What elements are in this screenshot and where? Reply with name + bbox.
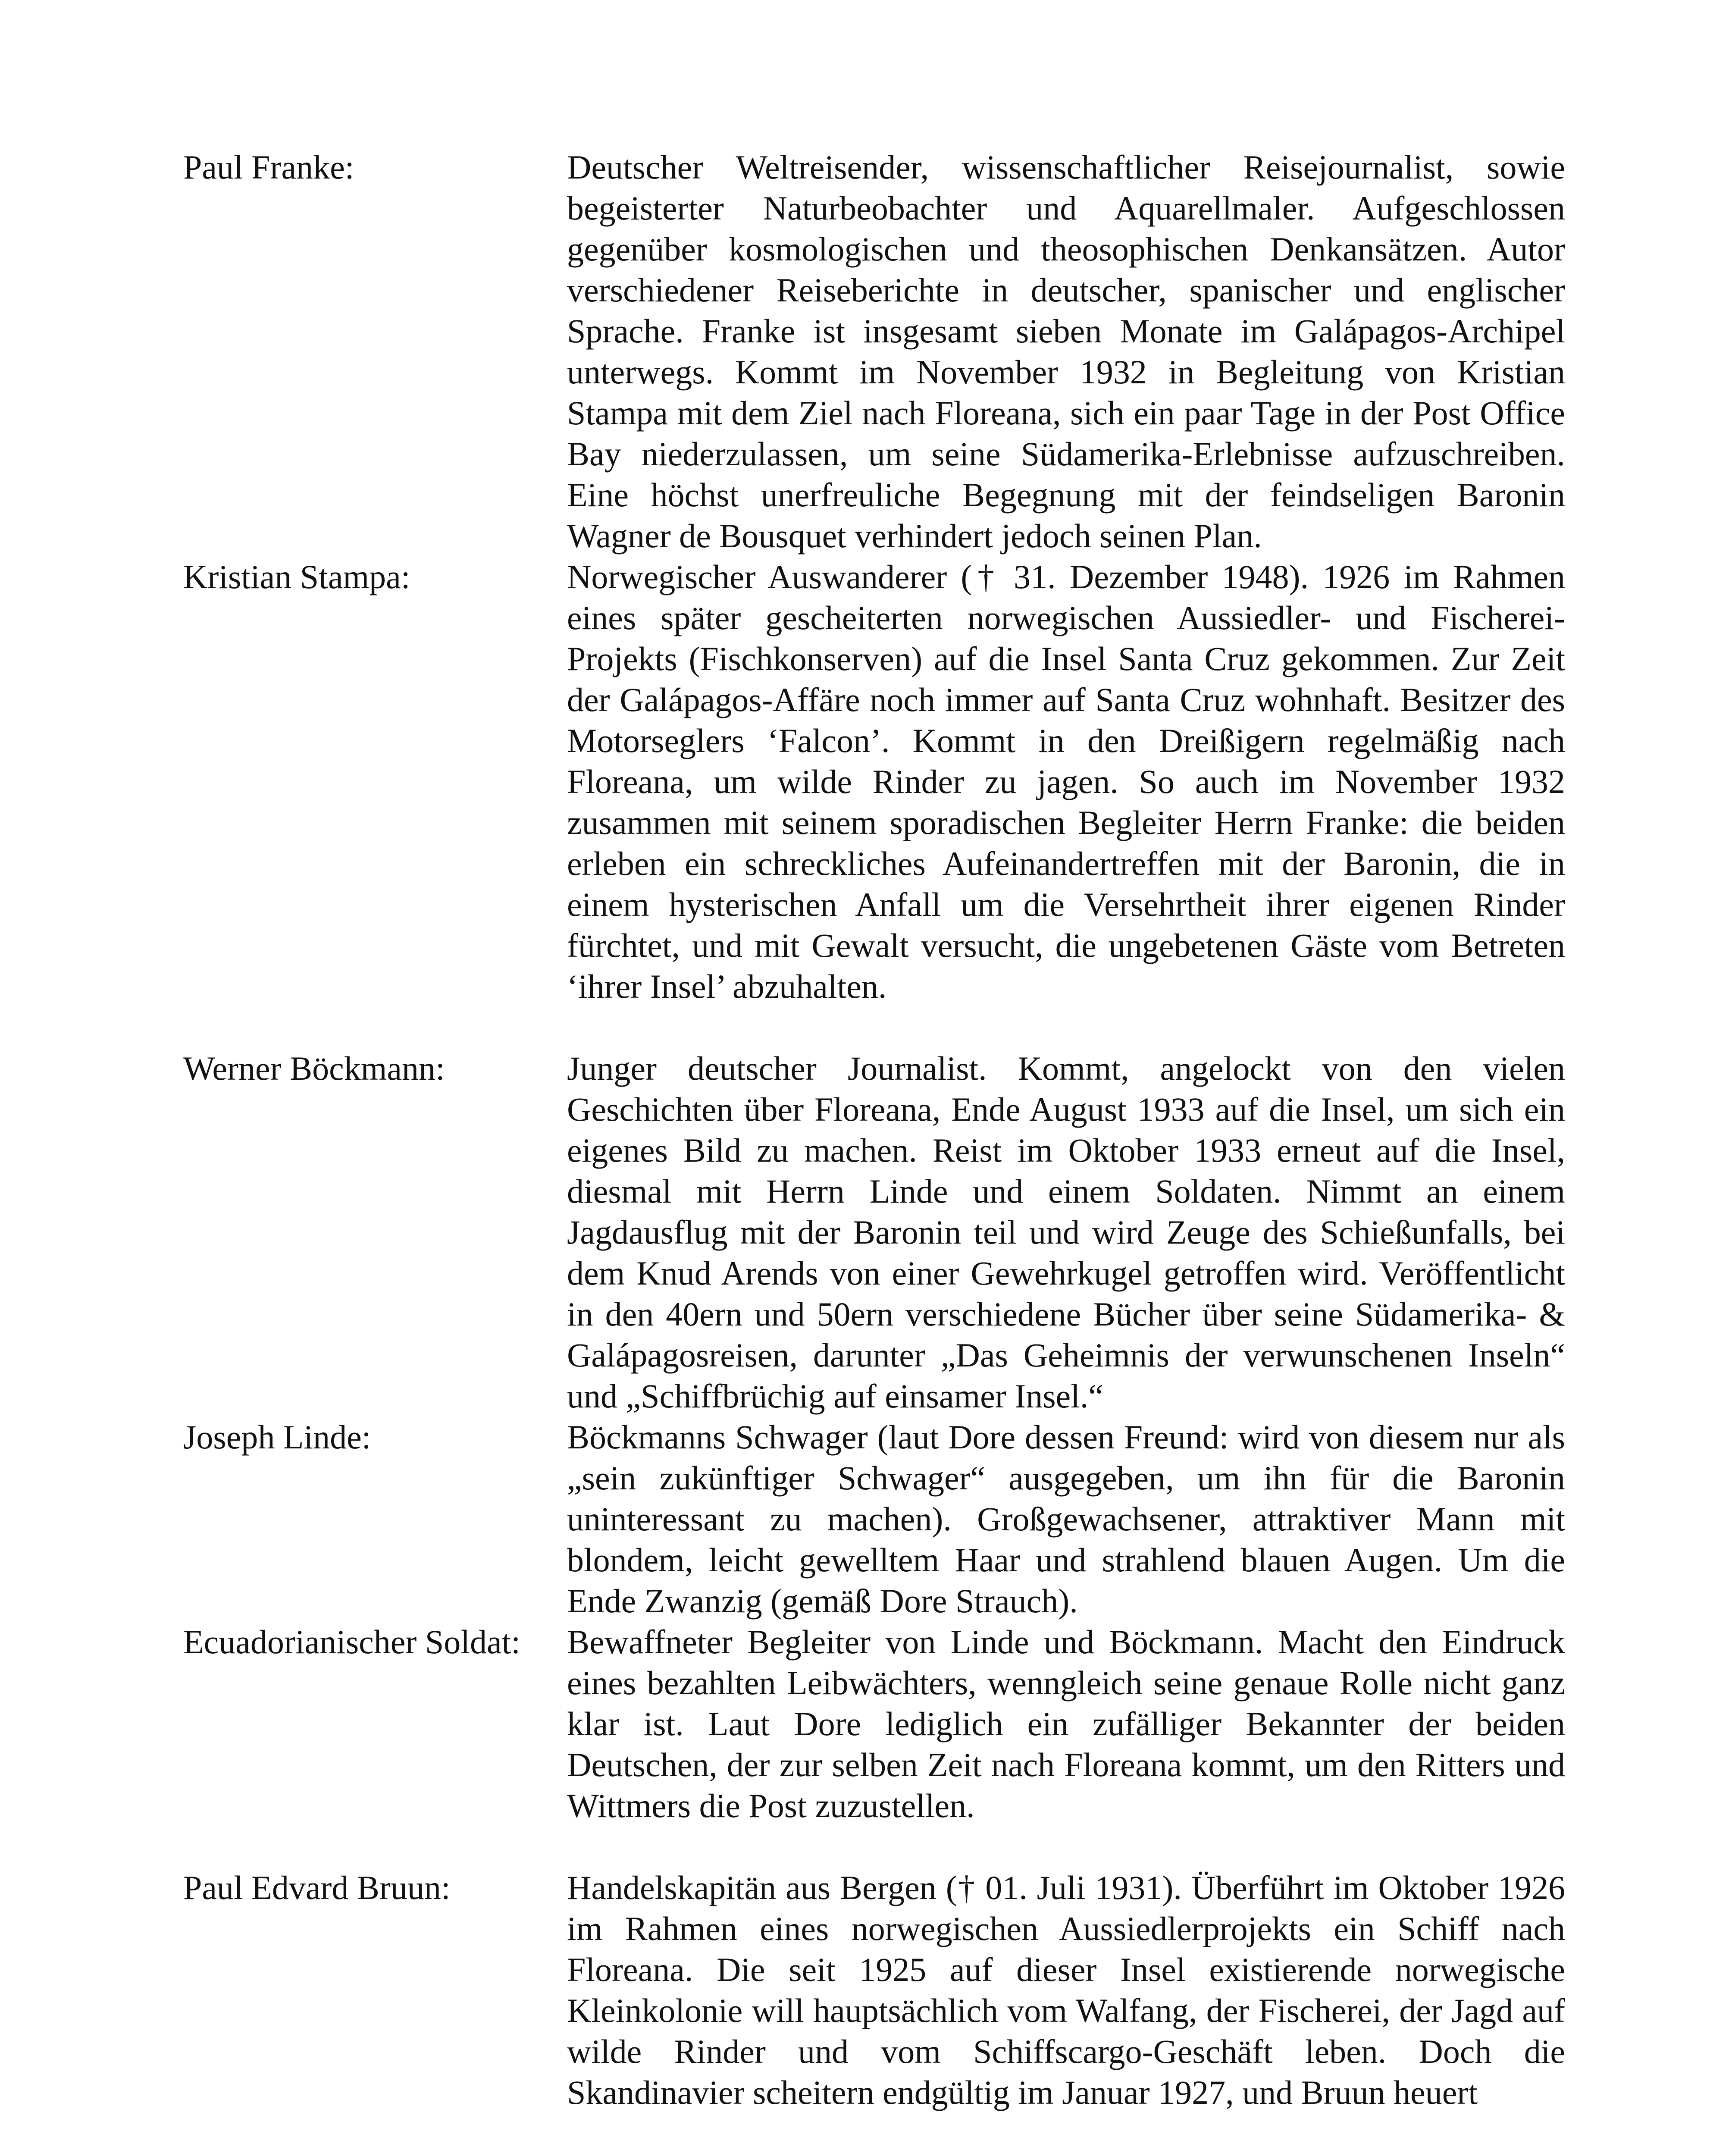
entry-description: Junger deutscher Journalist. Kommt, angelockt von den vielen Geschichten über Floreana, Ende August 1933 auf die Insel, um sich ein eigenes Bild zu machen. Reist im Oktober 1933 erneut auf die Insel, diesmal mit Herrn Linde und einem Soldaten. Nimmt an einem Jagdausflug mit der Baronin teil und wird Zeuge des Schießunfalls, bei dem Knud Arends von einer Gewehrkugel getroffen wird. Veröffentlicht in den 40ern und 50ern verschiedene Bücher über seine Südamerika- & Galápagosreisen, darunter „Das Geheimnis der verwunschenen Inseln“ und „Schiffbrüchig auf einsamer Insel.“ — [567, 1050, 1565, 1415]
entry-description: Böckmanns Schwager (laut Dore dessen Freund: wird von diesem nur als „sein zukünftiger Schwager“ ausgegeben, um ihn für die Baronin uninteressant zu machen). Großgewachsener, attraktiver Mann mit blondem, leicht gewelltem Haar und strahlend blauen Augen. Um die Ende Zwanzig (gemäß Dore Strauch). — [567, 1418, 1565, 1620]
entry-name: Joseph Linde: — [183, 1418, 371, 1456]
character-list — [183, 147, 1565, 2113]
entry-joseph-linde — [183, 1416, 1565, 1621]
entry-ecuadorian-soldier — [183, 1621, 1565, 1826]
entry-description: Norwegischer Auswanderer († 31. Dezember 1948). 1926 im Rahmen eines später gescheiterten norwegischen Aussiedler- und Fischerei-Projekts (Fischkonserven) auf die Insel Santa Cruz gekommen. Zur Zeit der Galápagos-Affäre noch immer auf Santa Cruz wohnhaft. Besitzer des Motorseglers ‘Falcon’. Kommt in den Dreißigern regelmäßig nach Floreana, um wilde Rinder zu jagen. So auch im November 1932 zusammen mit seinem sporadischen Begleiter Herrn Franke: die beiden erleben ein schreckliches Aufeinandertreffen mit der Baronin, die in einem hysterischen Anfall um die Versehrtheit ihrer eigenen Rinder fürchtet, und mit Gewalt versucht, die ungebetenen Gäste vom Betreten ‘ihrer Insel’ abzuhalten. — [567, 558, 1565, 1005]
entry-description: Handelskapitän aus Bergen († 01. Juli 1931). Überführt im Oktober 1926 im Rahmen eines norwegischen Aussiedlerprojekts ein Schiff nach Floreana. Die seit 1925 auf dieser Insel existierende norwegische Kleinkolonie will hauptsächlich vom Walfang, der Fischerei, der Jagd auf wilde Rinder und vom Schiffscargo-Geschäft leben. Doch die Skandinavier scheitern endgültig im Januar 1927, und Bruun heuert — [567, 1869, 1565, 2111]
entry-description: Bewaffneter Begleiter von Linde und Böckmann. Macht den Eindruck eines bezahlten Leibwächters, wenngleich seine genaue Rolle nicht ganz klar ist. Laut Dore lediglich ein zufälliger Bekannter der beiden Deutschen, der zur selben Zeit nach Floreana kommt, um den Ritters und Wittmers die Post zuzustellen. — [567, 1623, 1565, 1824]
entry-name: Ecuadorianischer Soldat: — [183, 1623, 520, 1661]
entry-description: Deutscher Weltreisender, wissenschaftlicher Reisejournalist, sowie begeisterter Naturbeobachter und Aquarellmaler. Aufgeschlossen gegenüber kosmologischen und theosophischen Denkansätzen. Autor verschiedener Reiseberichte in deutscher, spanischer und englischer Sprache. Franke ist insgesamt sieben Monate im Galápagos-Archipel unterwegs. Kommt im November 1932 in Begleitung von Kristian Stampa mit dem Ziel nach Floreana, sich ein paar Tage in der Post Office Bay niederzulassen, um seine Südamerika-Erlebnisse aufzuschreiben. Eine höchst unerfreuliche Begegnung mit der feindseligen Baronin Wagner de Bousquet verhindert jedoch seinen Plan. — [567, 148, 1565, 555]
entry-name: Kristian Stampa: — [183, 558, 410, 595]
entry-name: Werner Böckmann: — [183, 1050, 445, 1087]
entry-kristian-stampa — [183, 556, 1565, 1007]
entry-name: Paul Franke: — [183, 148, 354, 186]
entry-paul-edvard-bruun — [183, 1867, 1565, 2113]
entry-name: Paul Edvard Bruun: — [183, 1869, 451, 1906]
entry-paul-franke — [183, 147, 1565, 556]
entry-werner-boeckmann — [183, 1048, 1565, 1416]
